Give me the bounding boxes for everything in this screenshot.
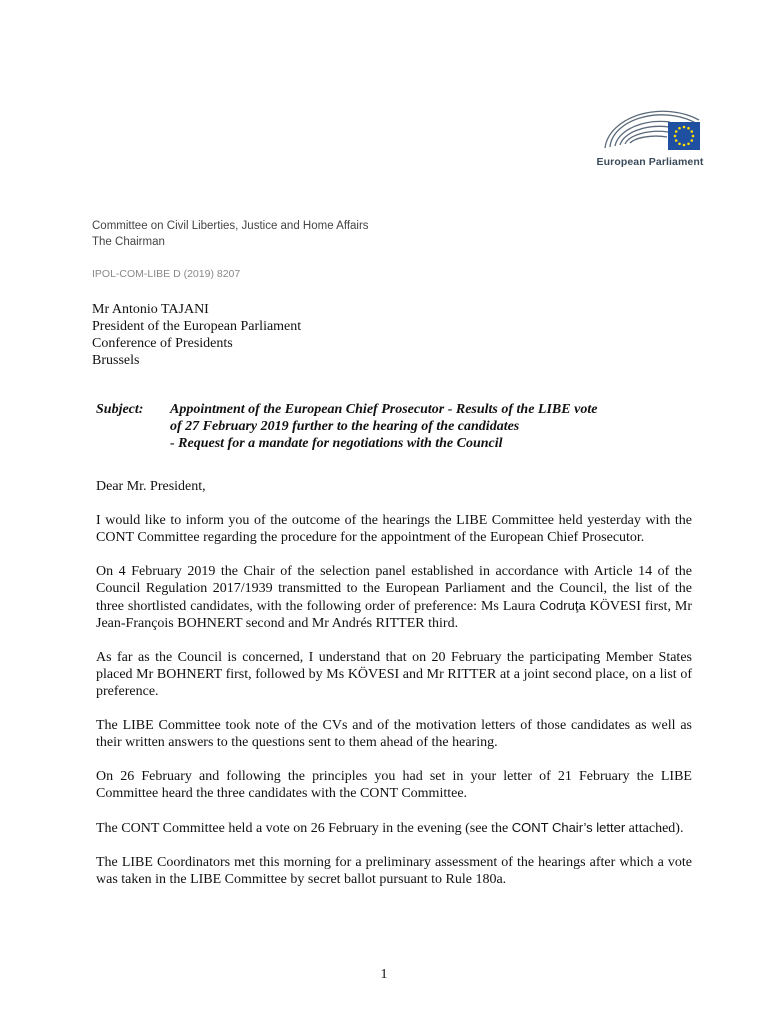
- european-parliament-hemicycle-icon: [595, 100, 705, 156]
- recipient-address: [92, 301, 301, 369]
- committee-block: [92, 218, 369, 250]
- reference-number: IPOL-COM-LIBE D (2019) 8207: [92, 268, 241, 280]
- logo-text: European Parliament: [596, 156, 704, 168]
- paragraph-2-text-start: On 4 February 2019 the Chair of the selection panel established in accordance with Article 14 of the Council Regulation 2017/1939 transmitted to the European Parliament and the Council, the list of the three shortlisted candidates, with the following order of preference: Ms Laura: [96, 564, 692, 614]
- paragraph-3: As far as the Council is concerned, I understand that on 20 February the participating Member States placed Mr BOHNERT first, followed by Ms KÖVESI and Mr RITTER at a joint second place, on a list of preference.: [96, 650, 692, 699]
- paragraph-6: [96, 819, 692, 837]
- paragraph-2-text-end: KÖVESI first, Mr Jean-François BOHNERT second and Mr Andrés RITTER third.: [96, 599, 693, 631]
- cont-chair-letter-ref: CONT Chair’s letter: [511, 820, 626, 835]
- paragraph-4: The LIBE Committee took note of the CVs and of the motivation letters of those candidates as well as their written answers to the questions sent to them ahead of the hearing.: [96, 718, 692, 750]
- recipient-city: Brussels: [92, 353, 140, 368]
- candidate-name-inline: Codruţa: [539, 598, 586, 613]
- paragraph-7: The LIBE Coordinators met this morning for a preliminary assessment of the hearings after which a vote was taken in the LIBE Committee by secret ballot pursuant to Rule 180a.: [96, 855, 692, 887]
- recipient-body: Conference of Presidents: [92, 336, 233, 351]
- recipient-name: Mr Antonio TAJANI: [92, 302, 209, 317]
- subject-label: Subject:: [96, 402, 144, 417]
- salutation: Dear Mr. President,: [96, 479, 206, 494]
- paragraph-6-text-end: attached).: [625, 821, 684, 836]
- committee-name: Committee on Civil Liberties, Justice and Home Affairs: [92, 220, 369, 232]
- subject-line-1: Appointment of the European Chief Prosecutor - Results of the LIBE vote: [170, 402, 598, 417]
- letter-body: [96, 478, 692, 888]
- chairman-label: The Chairman: [92, 236, 165, 248]
- page-number: 1: [380, 967, 388, 982]
- recipient-title: President of the European Parliament: [92, 319, 302, 334]
- paragraph-5: On 26 February and following the principles you had set in your letter of 21 February the LIBE Committee heard the three candidates with the CONT Committee.: [96, 769, 692, 801]
- paragraph-1: I would like to inform you of the outcome of the hearings the LIBE Committee held yesterday with the CONT Committee regarding the procedure for the appointment of the European Chief Prosecutor.: [96, 513, 692, 545]
- paragraph-6-text-start: The CONT Committee held a vote on 26 February in the evening (see the: [96, 821, 512, 836]
- paragraph-2: [96, 563, 692, 632]
- european-parliament-logo: [595, 100, 705, 172]
- subject-line-2: of 27 February 2019 further to the hearing of the candidates: [170, 419, 520, 434]
- subject-line-3: - Request for a mandate for negotiations with the Council: [170, 436, 503, 451]
